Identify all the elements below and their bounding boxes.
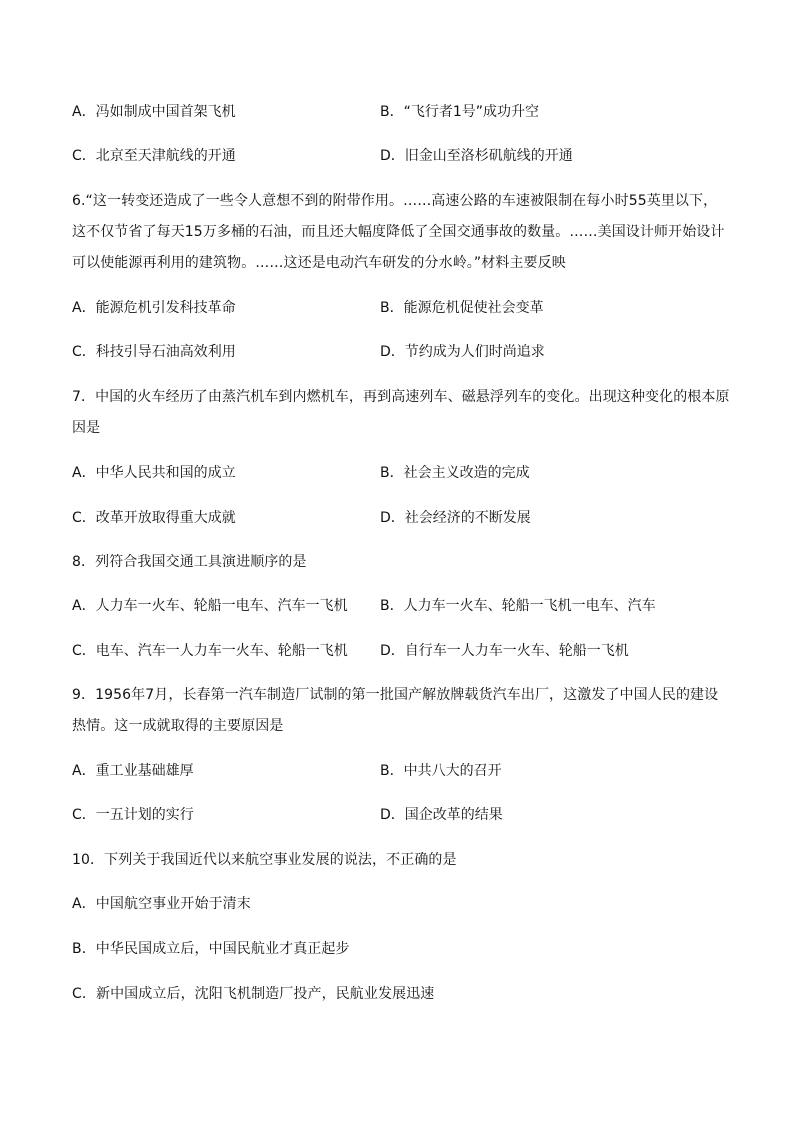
- q8-option-b[interactable]: B．人力车一火车、轮船一飞机一电车、汽车: [380, 598, 656, 614]
- q9-options-row-2: [72, 805, 732, 825]
- q7-options-row-2: [72, 508, 732, 528]
- q5-option-a[interactable]: A．冯如制成中国首架飞机: [72, 104, 236, 120]
- q6-stem-line-1: 6.“这一转变还造成了一些令人意想不到的附带作用。……高速公路的车速被限制在每小时55英里以下，: [72, 193, 718, 209]
- q10-option-c[interactable]: C．新中国成立后，沈阳飞机制造厂投产，民航业发展迅速: [72, 986, 435, 1002]
- q9-options-row-1: [72, 761, 732, 781]
- q8-options-row-2: [72, 641, 732, 661]
- q9-option-d[interactable]: D．国企改革的结果: [380, 807, 503, 823]
- q6-option-c[interactable]: C．科技引导石油高效利用: [72, 344, 236, 360]
- q8-option-c[interactable]: C．电车、汽车一人力车一火车、轮船一飞机: [72, 643, 348, 659]
- q6-options-row-2: [72, 342, 732, 362]
- q7-stem-line-1: 7．中国的火车经历了由蒸汽机车到内燃机车，再到高速列车、磁悬浮列车的变化。出现这种变化的根本原: [72, 389, 730, 405]
- q10-option-a[interactable]: A．中国航空事业开始于清末: [72, 896, 251, 912]
- q5-option-d[interactable]: D．旧金山至洛杉矶航线的开通: [380, 148, 573, 164]
- q7-option-c[interactable]: C．改革开放取得重大成就: [72, 510, 236, 526]
- q6-option-a[interactable]: A．能源危机引发科技革命: [72, 300, 236, 316]
- q10-stem-line-1: 10．下列关于我国近代以来航空事业发展的说法，不正确的是: [72, 852, 457, 868]
- q8-option-a[interactable]: A．人力车一火车、轮船一电车、汽车一飞机: [72, 598, 348, 614]
- q6-option-b[interactable]: B．能源危机促使社会变革: [380, 300, 544, 316]
- q7-stem-line-2: 因是: [72, 420, 101, 436]
- q6-options-row-1: [72, 298, 732, 318]
- q9-option-a[interactable]: A．重工业基础雄厚: [72, 763, 194, 779]
- q5-option-c[interactable]: C．北京至天津航线的开通: [72, 148, 236, 164]
- q7-options-row-1: [72, 463, 732, 483]
- q5-options-row-1: [72, 102, 732, 122]
- q9-option-c[interactable]: C．一五计划的实行: [72, 807, 194, 823]
- q9-option-b[interactable]: B．中共八大的召开: [380, 763, 502, 779]
- q8-stem-line-1: 8．列符合我国交通工具演进顺序的是: [72, 554, 307, 570]
- q9-stem-line-2: 热情。这一成就取得的主要原因是: [72, 718, 284, 734]
- q8-options-row-1: [72, 596, 732, 616]
- q5-options-row-2: [72, 146, 732, 166]
- q5-option-b[interactable]: B．“飞行者1号”成功升空: [380, 104, 540, 120]
- q6-stem-line-2: 这不仅节省了每天15万多桶的石油，而且还大幅度降低了全国交通事故的数量。……美国设计师开始设计: [72, 224, 725, 240]
- q6-option-d[interactable]: D．节约成为人们时尚追求: [380, 344, 545, 360]
- q6-stem-line-3: 可以使能源再利用的建筑物。……这还是电动汽车研发的分水岭。”材料主要反映: [72, 255, 566, 271]
- q10-option-b[interactable]: B．中华民国成立后，中国民航业才真正起步: [72, 941, 350, 957]
- q9-stem-line-1: 9．1956年7月，长春第一汽车制造厂试制的第一批国产解放牌载货汽车出厂，这激发了中国人民的建设: [72, 687, 719, 703]
- q8-option-d[interactable]: D．自行车一人力车一火车、轮船一飞机: [380, 643, 629, 659]
- q7-option-d[interactable]: D．社会经济的不断发展: [380, 510, 531, 526]
- q7-option-a[interactable]: A．中华人民共和国的成立: [72, 465, 236, 481]
- q7-option-b[interactable]: B．社会主义改造的完成: [380, 465, 530, 481]
